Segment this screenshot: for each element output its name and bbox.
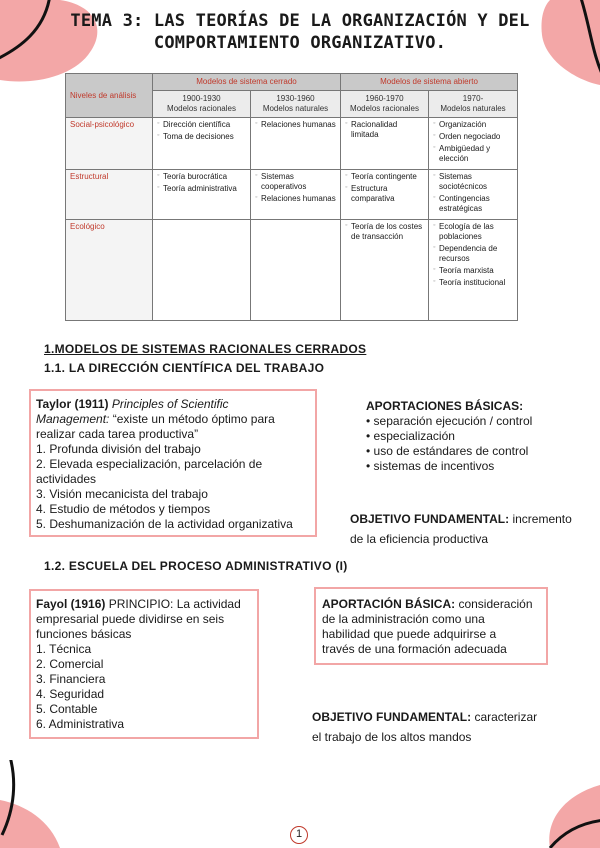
list-item: 4. Seguridad: [36, 687, 105, 701]
list-item: 2. Elevada especialización, parcelación de: [36, 457, 263, 471]
objective-text: caracterizar: [474, 710, 538, 724]
table-corner-header: Niveles de análisis: [66, 74, 153, 118]
closed-systems-header: Modelos de sistema cerrado: [153, 74, 341, 91]
period-header: 1930-1960 Modelos naturales: [251, 91, 341, 118]
table-row: [66, 170, 518, 220]
subsection-heading: 1.1. LA DIRECCIÓN CIENTÍFICA DEL TRABAJO: [44, 361, 325, 375]
aportaciones-title: APORTACIONES BÁSICAS:: [366, 399, 524, 413]
page-number: 1: [290, 826, 308, 844]
list-item: • sistemas de incentivos: [366, 459, 554, 474]
table-cell: ◦ Teoría contingente ◦ Estructura comparativa: [341, 170, 429, 220]
table-cell: [153, 220, 251, 321]
objective-2: [312, 707, 562, 747]
table-header-row: [66, 74, 518, 91]
objective-text-cont: de la eficiencia productiva: [350, 532, 489, 546]
taylor-quote: “existe un método óptimo para: [112, 412, 275, 426]
table-cell: ◦ Sistemas cooperativos ◦ Relaciones humanas: [251, 170, 341, 220]
row-label: Social-psicológico: [66, 118, 153, 170]
list-item: actividades: [36, 472, 97, 486]
objective-label: OBJETIVO FUNDAMENTAL:: [312, 710, 472, 724]
aportacion-line: habilidad que puede adquirirse a: [322, 627, 497, 641]
aportaciones-box: [360, 391, 560, 479]
open-systems-header: Modelos de sistema abierto: [341, 74, 518, 91]
list-item: • uso de estándares de control: [366, 444, 554, 459]
title-line-1: TEMA 3: LAS TEORÍAS DE LA ORGANIZACIÓN Y DEL: [70, 11, 530, 31]
subsection-heading: 1.2. ESCUELA DEL PROCESO ADMINISTRATIVO (I): [44, 559, 348, 573]
section-heading: 1.MODELOS DE SISTEMAS RACIONALES CERRADOS: [44, 342, 367, 356]
list-item: 1. Técnica: [36, 642, 92, 656]
list-item: • separación ejecución / control: [366, 414, 554, 429]
table-cell: ◦ Relaciones humanas: [251, 118, 341, 170]
objective-text-cont: el trabajo de los altos mandos: [312, 730, 472, 744]
row-label: Estructural: [66, 170, 153, 220]
row-label: Ecológico: [66, 220, 153, 321]
aportacion-text: consideración: [458, 597, 533, 611]
list-item: • especialización: [366, 429, 554, 444]
fayol-author: Fayol (1916): [36, 597, 106, 611]
table-cell: ◦ Ecología de las poblaciones ◦ Dependencia de recursos ◦ Teoría marxista ◦ Teoría institucional: [429, 220, 518, 321]
list-item: 1. Profunda división del trabajo: [36, 442, 201, 456]
list-item: 5. Deshumanización de la actividad organizativa: [36, 517, 293, 531]
taylor-box: [29, 389, 317, 537]
table-cell: ◦ Dirección científica ◦ Toma de decisiones: [153, 118, 251, 170]
fayol-box: [29, 589, 259, 739]
fayol-line: empresarial puede dividirse en seis: [36, 612, 225, 626]
list-item: 6. Administrativa: [36, 717, 125, 731]
taylor-author: Taylor (1911): [36, 397, 109, 411]
table-cell: ◦ Organización ◦ Orden negociado ◦ Ambigüedad y elección: [429, 118, 518, 170]
list-item: 5. Contable: [36, 702, 98, 716]
table-cell: ◦ Racionalidad limitada: [341, 118, 429, 170]
list-item: 3. Visión mecanicista del trabajo: [36, 487, 208, 501]
table-row: [66, 220, 518, 321]
table-cell: ◦ Sistemas sociotécnicos ◦ Contingencias estratégicas: [429, 170, 518, 220]
table-cell: ◦ Teoría burocrática ◦ Teoría administrativa: [153, 170, 251, 220]
list-item: 4. Estudio de métodos y tiempos: [36, 502, 211, 516]
taylor-work-cont: Management:: [36, 412, 110, 426]
fayol-principle: PRINCIPIO: La actividad: [108, 597, 241, 611]
taylor-work: Principles of Scientific: [111, 397, 229, 411]
aportacion-box: [314, 587, 548, 665]
list-item: 2. Comercial: [36, 657, 104, 671]
objective-1: [350, 509, 590, 549]
taylor-quote-cont: realizar cada tarea productiva”: [36, 427, 199, 441]
period-header: 1900-1930 Modelos racionales: [153, 91, 251, 118]
fayol-line: funciones básicas: [36, 627, 132, 641]
aportacion-line: través de una formación adecuada: [322, 642, 507, 656]
objective-text: incremento: [512, 512, 572, 526]
aportacion-label: APORTACIÓN BÁSICA:: [322, 597, 456, 611]
table-row: [66, 118, 518, 170]
page-title: [60, 10, 540, 54]
list-item: 3. Financiera: [36, 672, 106, 686]
table-cell: ◦ Teoría de los costes de transacción: [341, 220, 429, 321]
aportacion-line: de la administración como una: [322, 612, 485, 626]
models-table: [65, 73, 518, 321]
table-cell: [251, 220, 341, 321]
corner-blob-bottom-right: [510, 780, 600, 848]
objective-label: OBJETIVO FUNDAMENTAL:: [350, 512, 510, 526]
title-line-2: COMPORTAMIENTO ORGANIZATIVO.: [153, 33, 447, 53]
period-header: 1970- Modelos naturales: [429, 91, 518, 118]
period-header: 1960-1970 Modelos racionales: [341, 91, 429, 118]
corner-blob-bottom-left: [0, 760, 80, 848]
